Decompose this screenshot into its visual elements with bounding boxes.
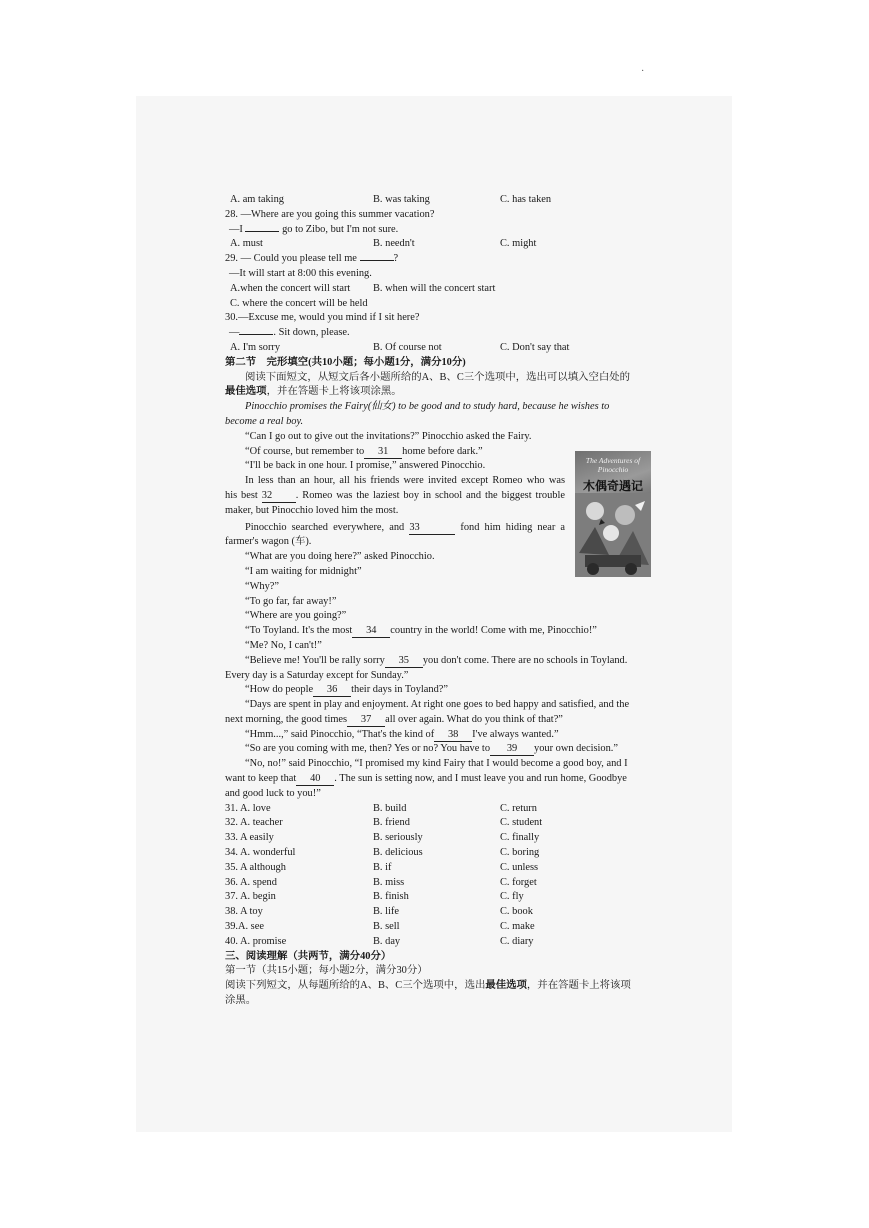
cloze-option-c: C. boring: [500, 847, 540, 859]
cloze-row: [225, 876, 645, 891]
section2-best-option: 最佳选项: [225, 386, 267, 398]
q30-answer-end: . Sit down, please.: [273, 327, 350, 339]
part3-best-option: 最佳选项: [485, 980, 527, 992]
cloze-option-c: C. make: [500, 921, 535, 933]
passage-p4-line2: [225, 489, 565, 504]
blank-38: 38: [434, 729, 472, 742]
blank-37: 37: [347, 714, 385, 727]
passage-p18-end: . The sun is setting now, and I must leave you and run home, Goodbye: [334, 773, 627, 785]
q30-option-b: B. Of course not: [373, 341, 442, 353]
passage-p17-start: “So are you coming with me, then? Yes or no? You have to: [245, 743, 491, 755]
blank-31: 31: [364, 446, 402, 459]
part3-subtitle: 第一节（共15小题；每小题2分，满分30分）: [225, 965, 428, 977]
book-cover-artwork: [575, 493, 651, 577]
q28-option-a: A. must: [230, 238, 263, 250]
cloze-options: [225, 802, 645, 950]
q27-option-a: A. am taking: [230, 194, 284, 205]
cloze-option-b: B. day: [373, 935, 401, 947]
cloze-option-b: B. seriously: [373, 832, 423, 844]
passage-p6: “What are you doing here?” asked Pinocchio.: [245, 551, 435, 563]
section2-title: 第二节 完形填空(共10小题；每小题1分，满分10分): [225, 356, 466, 368]
cloze-row: [225, 846, 645, 861]
passage-p4-line1: In less than an hour, all his friends were invited except Romeo who was: [245, 475, 565, 487]
passage-p5-start: Pinocchio searched everywhere, and: [245, 521, 405, 533]
passage-p4-line3: maker, but Pinocchio loved him the most.: [225, 504, 399, 516]
cloze-row: [225, 890, 645, 905]
cloze-row: [225, 861, 645, 876]
cloze-option-b: B. sell: [373, 921, 400, 933]
cloze-option-a: 35. A although: [225, 861, 286, 873]
q30-option-a: A. I'm sorry: [230, 341, 281, 353]
cloze-option-c: C. return: [500, 802, 537, 814]
cloze-option-b: B. if: [373, 861, 392, 873]
cloze-option-a: 36. A. spend: [225, 876, 277, 888]
q28-option-b: B. needn't: [373, 238, 415, 250]
passage-p16-start: “Hmm...,” said Pinocchio, “That's the kind of: [245, 728, 435, 740]
passage-intro-2: become a real boy.: [225, 415, 304, 427]
passage-p13-line1: [225, 654, 645, 669]
cloze-option-c: C. fly: [500, 891, 524, 903]
q28-answer-start: —I: [229, 223, 243, 235]
passage-p4-start: his best: [225, 489, 258, 501]
passage-p13-start: “Believe me! You'll be rally sorry: [245, 654, 385, 666]
passage-p14-start: “How do people: [245, 684, 314, 696]
q28-options: [225, 237, 645, 252]
part3-instruction-end: ，并在答题卡上将该项: [526, 980, 631, 992]
section2-instruction-2: [225, 385, 645, 400]
blank-33: 33: [409, 522, 455, 535]
passage-p11-start: “To Toyland. It's the most: [245, 625, 353, 637]
cloze-option-c: C. forget: [500, 876, 537, 888]
blank-40: 40: [296, 773, 334, 786]
q30-question: 30.—Excuse me, would you mind if I sit here?: [225, 312, 420, 324]
q28-question: 28. —Where are you going this summer vacation?: [225, 208, 435, 220]
cloze-option-b: B. friend: [373, 817, 410, 829]
passage-p5-line2: farmer's wagon (车).: [225, 536, 312, 548]
cloze-option-c: C. unless: [500, 861, 539, 873]
passage-p17-end: your own decision.”: [534, 743, 618, 755]
q29-option-c: C. where the concert will be held: [230, 297, 368, 309]
cloze-option-b: B. build: [373, 802, 407, 814]
section2-instruction-1: 阅读下面短文，从短文后各小题所给的A、B、C三个选项中，选出可以填入空白处的: [245, 371, 631, 383]
passage-p2-start: “Of course, but remember to: [245, 445, 365, 457]
blank-39: 39: [490, 743, 534, 756]
passage-wrapped-block: [225, 474, 565, 550]
q29-question-start: 29. — Could you please tell me: [225, 253, 357, 265]
cloze-option-b: B. finish: [373, 891, 409, 903]
passage-p5-line1: [225, 521, 565, 536]
passage-p15-start: next morning, the good times: [225, 713, 348, 725]
q30-blank: [239, 334, 273, 335]
q30-answer-start: —: [229, 327, 240, 339]
q27-option-c: C. has taken: [500, 194, 552, 205]
part3-instruction-start: 阅读下列短文，从每题所给的A、B、C三个选项中，选出: [225, 980, 486, 992]
cloze-option-a: 38. A toy: [225, 906, 263, 918]
q27-option-b: B. was taking: [373, 194, 430, 205]
q29-option-c-row: [225, 297, 645, 312]
passage-p2-end: home before dark.”: [402, 445, 483, 457]
part3-instruction-line2: 涂黑。: [225, 995, 257, 1007]
passage-p9: “To go far, far away!”: [245, 595, 337, 607]
passage-p14-end: their days in Toyland?”: [351, 684, 449, 696]
cloze-option-c: C. diary: [500, 935, 534, 947]
book-cover-title: The Adventures of Pinocchio: [585, 456, 641, 474]
cloze-option-a: 32. A. teacher: [225, 817, 283, 829]
q30-answer: [225, 326, 645, 341]
passage-p12: “Me? No, I can't!”: [245, 639, 322, 651]
blank-35: 35: [385, 655, 423, 668]
passage-p18-line1: “No, no!” said Pinocchio, “I promised my kind Fairy that I would become a good boy, and I: [245, 758, 628, 770]
cloze-option-a: 33. A easily: [225, 832, 274, 844]
section2-instruction-rest: ，并在答题卡上将该项涂黑。: [266, 386, 402, 398]
q30-options: [225, 341, 645, 356]
passage-p15-end: all over again. What do you think of that?”: [385, 713, 563, 725]
pinocchio-book-cover-image: [575, 451, 651, 577]
passage-p13-line2: Every day is a Saturday except for Sunday.”: [225, 669, 409, 681]
cloze-option-a: 37. A. begin: [225, 891, 276, 903]
passage-p11-end: country in the world! Come with me, Pinocchio!”: [390, 625, 597, 637]
passage-p13-end: you don't come. There are no schools in Toyland.: [422, 654, 628, 666]
cloze-row: [225, 831, 645, 846]
passage-p11: [225, 624, 645, 639]
passage-p18-line3: and good luck to you!”: [225, 787, 321, 799]
book-cover-chinese-title: 木偶奇遇记: [582, 479, 643, 493]
q28-answer-end: go to Zibo, but I'm not sure.: [282, 223, 399, 235]
q29-question: [225, 252, 645, 267]
cloze-option-a: 39.A. see: [225, 921, 264, 933]
passage-p7: “I am waiting for midnight”: [245, 565, 362, 577]
part3-title: 三、阅读理解（共两节，满分40分）: [225, 950, 392, 962]
blank-34: 34: [352, 625, 390, 638]
passage-p1: “Can I go out to give out the invitations?” Pinocchio asked the Fairy.: [245, 430, 532, 442]
passage-p5-end: fond him hiding near a: [460, 521, 565, 533]
passage-p15-line2: [225, 713, 645, 728]
passage-p18-start: want to keep that: [225, 773, 297, 785]
cloze-row: [225, 920, 645, 935]
cloze-option-b: B. life: [373, 906, 399, 918]
part3-instruction: [225, 979, 645, 994]
q29-options-row: [225, 282, 645, 297]
cloze-option-c: C. book: [500, 906, 533, 918]
q29-answer: —It will start at 8:00 this evening.: [229, 267, 372, 279]
q29-option-b: B. when will the concert start: [373, 282, 496, 294]
q29-question-end: ?: [393, 253, 399, 265]
blank-32: 32: [262, 490, 296, 503]
blank-36: 36: [313, 684, 351, 697]
q28-option-c: C. might: [500, 238, 537, 250]
cloze-row: [225, 905, 645, 920]
passage-p14: [225, 683, 645, 698]
cloze-option-a: 34. A. wonderful: [225, 847, 296, 859]
passage-intro-1: Pinocchio promises the Fairy(仙女) to be good and to study hard, because he wishes to: [245, 401, 610, 413]
q30-option-c: C. Don't say that: [500, 341, 570, 353]
passage-p4-end: . Romeo was the laziest boy in school and the biggest trouble: [295, 489, 565, 501]
passage-p10: “Where are you going?”: [245, 610, 347, 622]
q28-answer: [225, 223, 645, 238]
cloze-option-c: C. student: [500, 817, 543, 829]
passage-p18-line2: [225, 772, 645, 787]
cloze-option-a: 31. A. love: [225, 802, 271, 814]
cloze-option-b: B. delicious: [373, 847, 423, 859]
passage-p15-line1: “Days are spent in play and enjoyment. At right one goes to bed happy and satisfied, and the: [245, 699, 630, 711]
exam-content: [225, 193, 645, 1009]
cloze-option-b: B. miss: [373, 876, 405, 888]
cloze-row: [225, 802, 645, 817]
cloze-row: [225, 935, 645, 950]
q27-options: [225, 193, 645, 208]
passage-p16: [225, 728, 645, 743]
q29-blank: [360, 260, 394, 261]
passage-p17: [225, 742, 645, 757]
q28-blank: [245, 231, 279, 232]
header-mark: ·: [641, 66, 645, 77]
cloze-option-c: C. finally: [500, 832, 540, 844]
cloze-option-a: 40. A. promise: [225, 935, 287, 947]
q29-option-a: A.when the concert will start: [230, 282, 351, 294]
cloze-row: [225, 816, 645, 831]
passage-p16-end: I've always wanted.”: [472, 728, 559, 740]
passage-p3: “I'll be back in one hour. I promise,” answered Pinocchio.: [245, 460, 486, 472]
passage-p8: “Why?”: [245, 580, 280, 592]
